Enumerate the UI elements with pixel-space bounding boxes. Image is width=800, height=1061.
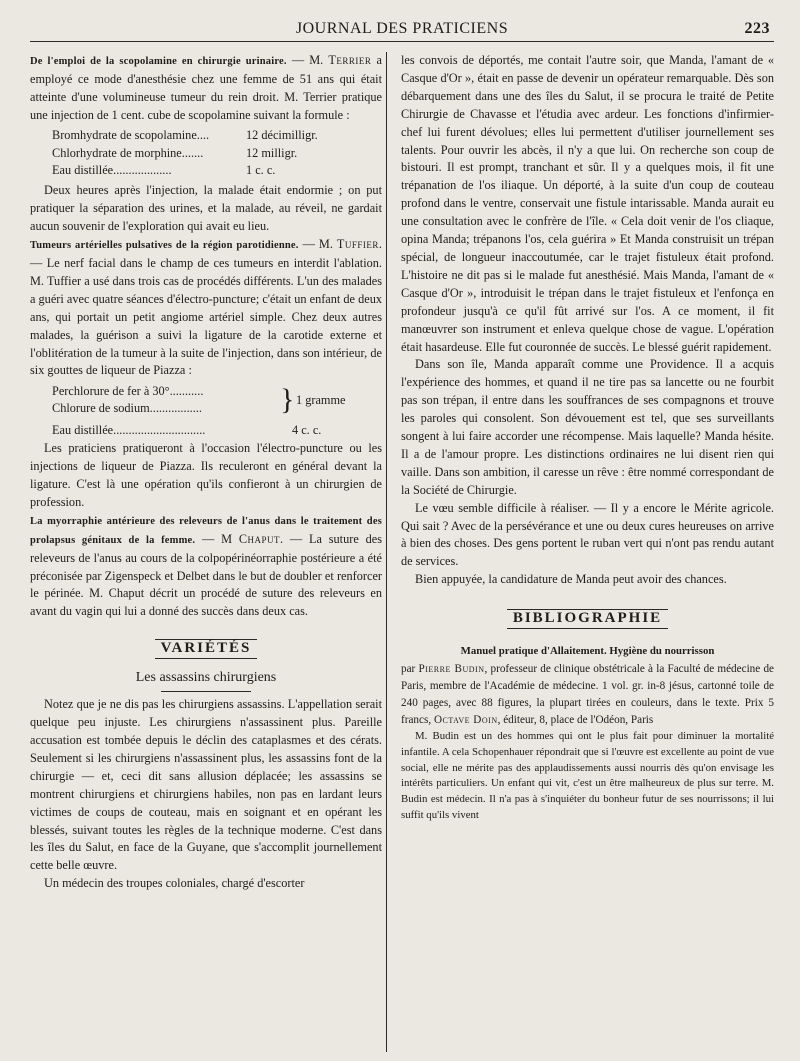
book-review: M. Budin est un des hommes qui ont le plus fait pour diminuer la mortalité infantile. A cela Schopenhauer répondrait que si l'œuvre est excellente au point de vue social, elle ne mérite pas des applaudissements aussi nourris dès qu'on envisage les intérêts particuliers. Un enfant qui vit, c'est un être malheureux de plus sur terre. M. Budin est médecin. Il n'a pas à s'inquiéter du bonheur futur de ses nourrissons; il lui suffit qu'ils vivent xyxy=(401,729,774,822)
paragraph: Notez que je ne dis pas les chirurgiens assassins. L'appellation serait quelque peu injuste. Les chirurgiens n'assassinent plus. Pareille accusation est tombée depuis le déclin des cataplasmes et des cérats. Seulement si les chirurgiens n'assassinent plus, les assassins font de la chirurgie — et, ceci dit sans allusion déplacée; les assassins se montrent chirurgiens et chirurgiens habiles, non pas en lardant leurs victimes de coups de couteau, mais en soignant et en opérant les blessés, suivant toutes les règles de la technique moderne. C'est dans les îles du Salut, en face de la Guyane, que s'accomplit journellement cette belle œuvre. xyxy=(30,697,382,873)
page-header xyxy=(30,14,774,42)
book-author: Pierre Budin xyxy=(418,663,485,676)
book-publisher: Octave Doin xyxy=(433,713,498,726)
article-myorraphie: La myorraphie antérieure des releveurs de l'anus dans le traitement des prolapsus génitaux de la femme. — M Chaput. — La suture des releveurs de l'anus au cours de la colpopérinéorraphie postérieure a été préconisée par Zigenspeck et Delbet dans le but de doubler et renforcer le périnée. M. Chaput décrit un procédé de suture des releveurs en avant du vagin qui lui a donné des succès dans deux cas. xyxy=(30,515,382,619)
paragraph: les convois de déportés, me contait l'autre soir, que Manda, l'amant de « Casque d'Or », était en passe de devenir un opérateur remarquable. Dès son débarquement dans une des îles du Salut, il se procura le traité de Petite Chirurgie de Chavasse et l'étudia avec ardeur. Les fonctions d'infirmier-chef lui furent dévolues; elles lui permettent d'utiliser journellement ses talents. Pour ouvrir les abcès, il n'y a que lui. On recherche son coup de bistouri. Il est prompt, tranchant et sûr. Il y a quelques mois, il fit une trépanation de l'os iliaque. Un déporté, à la suite d'un coup de couteau profond dans le ventre, conservait une fistule intarissable. Manda aurait eu une consultation avec le confrère de l'île. « Cela doit venir de l'os cliaque, opina Manda; trépanons l'os, cela guérira » Et Manda construisit un trépan spécial, de longueur inaccoutumée, car le trajet fistuleux était profond. L'histoire ne dit pas si le malade fut anesthésié. Mais Manda, l'amant de « Casque d'Or », introduisit le trépan dans le trajet fistuleux et l'enfonça en profondeur jusqu'à ce qu'il fût arrivé sur l'os. A ce moment, il fit manœuvrer son instrument et enleva quelque chose de vague. L'opération était hasardeuse. Elle fut couronnée de succès. Le blessé guérit rapidement. xyxy=(401,53,774,354)
article-scopolamine: De l'emploi de la scopolamine en chirurgie urinaire. — M. Terrier a employé ce mode d'anesthésie chez une femme de 51 ans qui était atteinte d'une volumineuse tumeur du rein droit. M. Terrier pratique une injection de 1 cent. cube de scopolamine suivant la formule : xyxy=(30,53,382,122)
section-title-bibliographie: BIBLIOGRAPHIE xyxy=(401,609,774,629)
book-entry: par Pierre Budin, professeur de clinique obstétricale à la Faculté de médecine de Paris, membre de l'Académie de médecine. 1 vol. gr. in-8 jésus, cartonné toile de 240 pages, avec 88 figures, la plupart tirées en couleurs, dans le texte. Prix 5 francs, Octave Doin, éditeur, 8, place de l'Odéon, Paris xyxy=(401,663,775,726)
formula-row: Chlorhydrate de morphine....... 12 milligr. xyxy=(52,145,298,160)
divider xyxy=(161,691,251,692)
columns xyxy=(30,52,774,1052)
right-column xyxy=(386,52,774,1052)
formula-row: Bromhydrate de scopolamine.... 12 décimilligr. xyxy=(52,127,318,142)
author-tuffier: Tuffier xyxy=(336,237,379,252)
formula-row: Eau distillée................... 1 c. c. xyxy=(52,163,276,178)
formula-scopolamine xyxy=(52,127,382,181)
author-terrier: Terrier xyxy=(328,53,372,67)
article-title-assassins: Les assassins chirurgiens xyxy=(135,670,277,686)
article-title-myorraphie: La myorraphie antérieure des releveurs de l'anus dans le traitement des prolapsus génitaux de la femme. xyxy=(30,515,382,546)
journal-title: JOURNAL DES PRATICIENS xyxy=(295,20,509,37)
bibliography xyxy=(401,643,774,824)
author-chaput: Chaput xyxy=(238,531,281,546)
paragraph: Deux heures après l'injection, la malade était endormie ; on put pratiquer la séparation des urines, et la malade, au réveil, ne gardait aucun souvenir de l'exploration qui avait eu lieu. xyxy=(30,183,382,234)
paragraph: Les praticiens pratiqueront à l'occasion l'électro-puncture ou les injections de liqueur de Piazza. Ils reculeront en général devant la ligature. C'est là une opération qu'ils confieront à un chirurgien de profession. xyxy=(30,441,382,509)
paragraph: Dans son île, Manda apparaît comme une Providence. Il a acquis l'expérience des hommes, et quand il ne tire pas sa lancette ou ne fourbit pas son trépan, il entre dans les souffrances de ses compagnons et trouve les paroles qui consolent. Son dévouement est tel, que ses surveillants songent à lui faire accorder une récompense. Mais laquelle? Manda hésite. Il a de l'amour propre. Les distinctions ordinaires ne lui disent rien qui vaille. Dans son ambition, il caresse un rêve : être nommé correspondant de la Société de Chirurgie. xyxy=(401,357,774,497)
book-title: Manuel pratique d'Allaitement. Hygiène du nourrisson xyxy=(460,645,715,658)
paragraph: Un médecin des troupes coloniales, chargé d'escorter xyxy=(44,876,305,891)
article-title-tumeurs: Tumeurs artérielles pulsatives de la région parotidienne. xyxy=(30,240,299,252)
section-title-varietes: VARIÉTÉS xyxy=(30,639,382,659)
formula-row: Eau distillée.............................. 4 c. c. xyxy=(52,423,322,438)
article-title-scopolamine: De l'emploi de la scopolamine en chirurgie urinaire. xyxy=(30,56,287,67)
page-number: 223 xyxy=(744,20,770,37)
left-column xyxy=(30,52,382,893)
formula-piazza: Perchlorure de fer à 30°........... Chlorure de sodium................. } 1 gramme xyxy=(52,383,346,417)
paragraph: Le vœu semble difficile à réaliser. — Il y a encore le Mérite agricole. Qui sait ? Avec de la persévérance et une ou deux cures heureuses on arrive à bien des choses. Des gens portent le ruban vert qui n'ont pas rendu autant de services. xyxy=(401,500,774,569)
article-tumeurs: Tumeurs artérielles pulsatives de la région parotidienne. — M. Tuffier. — Le nerf facial dans le champ de ces tumeurs en interdit l'ablation. M. Tuffier a usé dans trois cas de procédés différents. L'un des malades a guéri avec quatre séances d'électro-puncture; c'était un enfant de deux ans, qui portait un petit angiome artériel simple. Chez deux autres malades, la guérison a suivi la ligature de la carotide externe et l'oblitération de la tumeur à la suite de l'injection, dans son intérieur, de six gouttes de liqueur de Piazza : xyxy=(30,237,382,378)
paragraph: Bien appuyée, la candidature de Manda peut avoir des chances. xyxy=(415,572,727,587)
brace: } xyxy=(280,383,295,417)
